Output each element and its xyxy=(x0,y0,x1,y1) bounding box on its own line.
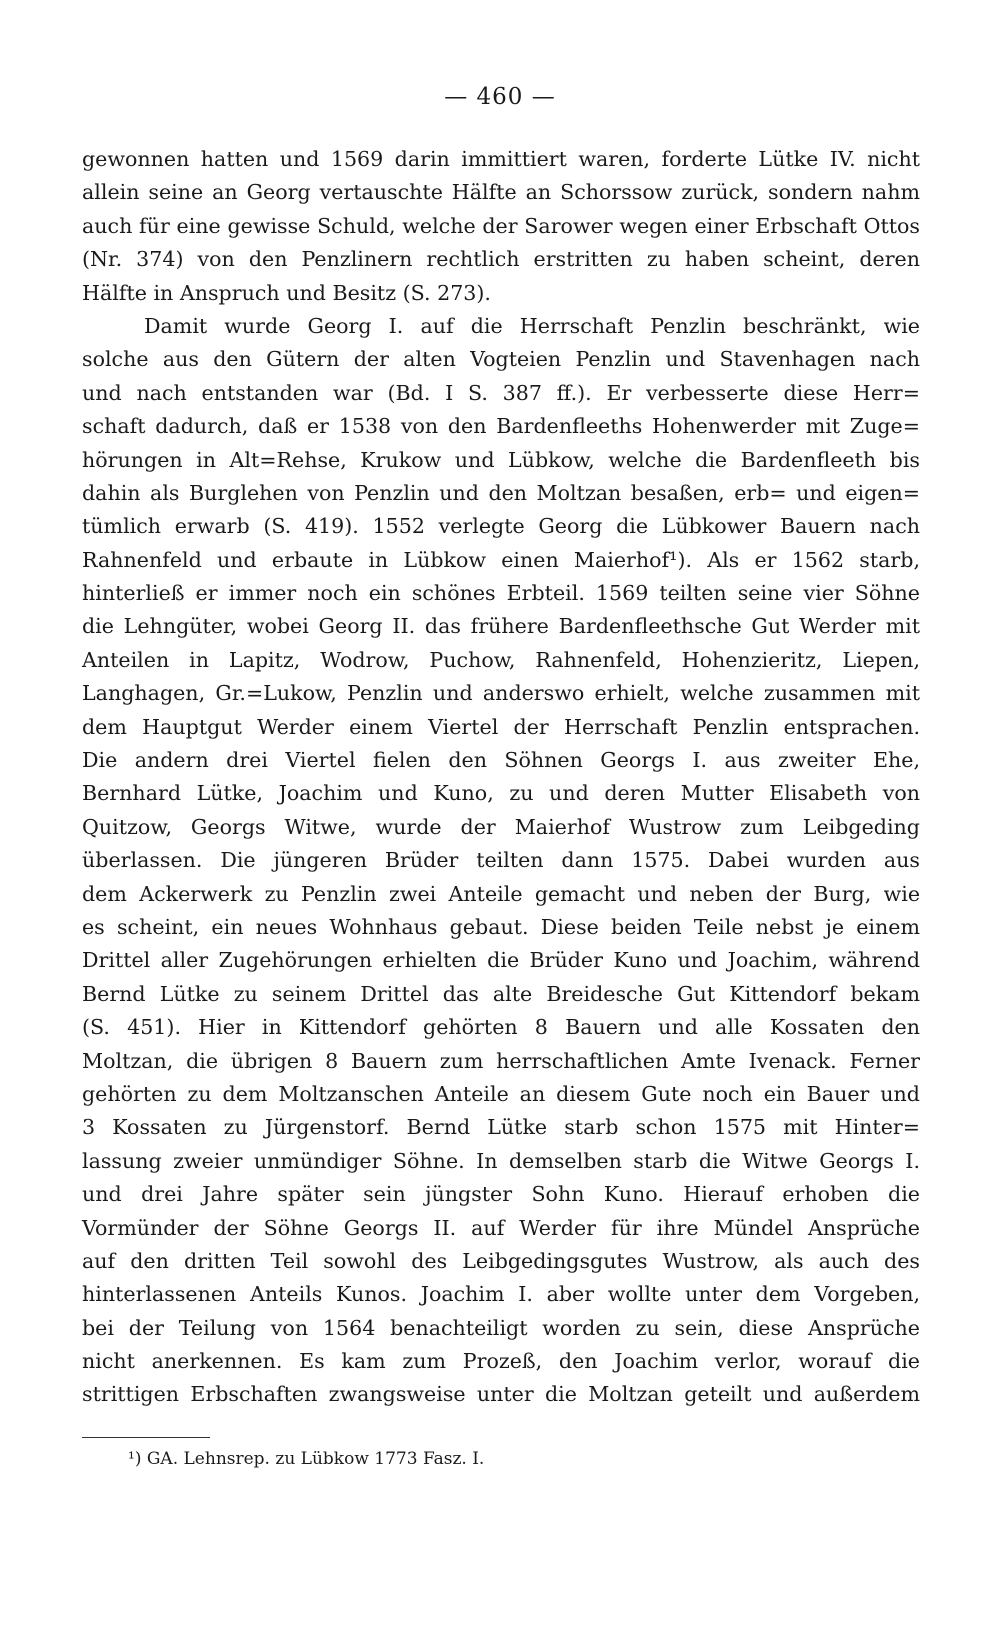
footnote: ¹) GA. Lehnsrep. zu Lübkow 1773 Fasz. I. xyxy=(128,1449,485,1469)
page-number: — 460 — xyxy=(444,84,556,110)
text-line: Hälfte in Anspruch und Besitz (S. 273). xyxy=(82,280,491,305)
text-line: dahin als Burglehen von Penzlin und den Moltzan besaßen, erb= und eigen= xyxy=(82,480,920,505)
text-line: (S. 451). Hier in Kittendorf gehörten 8 Bauern und alle Kossaten den xyxy=(82,1015,920,1040)
text-line: bei der Teilung von 1564 benachteiligt worden zu sein, diese Ansprüche xyxy=(82,1315,920,1340)
text-line: Bernhard Lütke, Joachim und Kuno, zu und deren Mutter Elisabeth von xyxy=(82,781,920,806)
text-line: allein seine an Georg vertauschte Hälfte an Schorssow zurück, sondern nahm xyxy=(82,180,920,205)
text-line: gehörten zu dem Moltzanschen Anteile an diesem Gute noch ein Bauer und xyxy=(82,1081,920,1106)
text-line: strittigen Erbschaften zwangsweise unter die Moltzan geteilt und außerdem xyxy=(82,1382,920,1407)
text-line: überlassen. Die jüngeren Brüder teilten dann 1575. Dabei wurden aus xyxy=(82,848,920,873)
text-line: auf den dritten Teil sowohl des Leibgedingsgutes Wustrow, als auch des xyxy=(82,1248,920,1273)
text-line: Anteilen in Lapitz, Wodrow, Puchow, Rahnenfeld, Hohenzieritz, Liepen, xyxy=(82,647,920,672)
text-line: Rahnenfeld und erbaute in Lübkow einen Maierhof¹). Als er 1562 starb, xyxy=(82,547,920,572)
text-line: Bernd Lütke zu seinem Drittel das alte Breidesche Gut Kittendorf bekam xyxy=(82,981,920,1006)
text-line: Drittel aller Zugehörungen erhielten die Brüder Kuno und Joachim, während xyxy=(82,948,920,973)
text-line: hinterlassenen Anteils Kunos. Joachim I. aber wollte unter dem Vorgeben, xyxy=(82,1282,920,1307)
text-line: und drei Jahre später sein jüngster Sohn Kuno. Hierauf erhoben die xyxy=(82,1182,920,1207)
text-line: lassung zweier unmündiger Söhne. In demselben starb die Witwe Georgs I. xyxy=(82,1148,920,1173)
text-line: (Nr. 374) von den Penzlinern rechtlich erstritten zu haben scheint, deren xyxy=(82,247,920,272)
text-line: tümlich erwarb (S. 419). 1552 verlegte Georg die Lübkower Bauern nach xyxy=(82,514,920,539)
text-line: solche aus den Gütern der alten Vogteien Penzlin und Stavenhagen nach xyxy=(82,347,920,372)
text-line: auch für eine gewisse Schuld, welche der Sarower wegen einer Erbschaft Ottos xyxy=(82,213,920,238)
text-line: Damit wurde Georg I. auf die Herrschaft Penzlin beschränkt, wie xyxy=(144,313,920,338)
text-line: Quitzow, Georgs Witwe, wurde der Maierhof Wustrow zum Leibgeding xyxy=(82,814,920,839)
text-line: Langhagen, Gr.=Lukow, Penzlin und anderswo erhielt, welche zusammen mit xyxy=(82,681,920,706)
text-line: hörungen in Alt=Rehse, Krukow und Lübkow, welche die Bardenfleeth bis xyxy=(82,447,920,472)
text-line: die Lehngüter, wobei Georg II. das frühere Bardenfleethsche Gut Werder mit xyxy=(82,614,920,639)
text-line: es scheint, ein neues Wohnhaus gebaut. Diese beiden Teile nebst je einem xyxy=(82,914,920,939)
text-line: Vormünder der Söhne Georgs II. auf Werder für ihre Mündel Ansprüche xyxy=(82,1215,920,1240)
text-line: und nach entstanden war (Bd. I S. 387 ff.). Er verbesserte diese Herr= xyxy=(82,380,920,405)
footnote-divider xyxy=(82,1437,210,1438)
text-line: hinterließ er immer noch ein schönes Erbteil. 1569 teilten seine vier Söhne xyxy=(82,581,920,606)
text-line: nicht anerkennen. Es kam zum Prozeß, den Joachim verlor, worauf die xyxy=(82,1349,920,1374)
body-text xyxy=(82,143,920,1412)
text-line: Die andern drei Viertel fielen den Söhnen Georgs I. aus zweiter Ehe, xyxy=(82,748,920,773)
text-line: dem Hauptgut Werder einem Viertel der Herrschaft Penzlin entsprachen. xyxy=(82,714,920,739)
text-line: 3 Kossaten zu Jürgenstorf. Bernd Lütke starb schon 1575 mit Hinter= xyxy=(82,1115,920,1140)
text-line: schaft dadurch, daß er 1538 von den Bardenfleeths Hohenwerder mit Zuge= xyxy=(82,414,920,439)
text-line: Moltzan, die übrigen 8 Bauern zum herrschaftlichen Amte Ivenack. Ferner xyxy=(82,1048,920,1073)
text-line: dem Ackerwerk zu Penzlin zwei Anteile gemacht und neben der Burg, wie xyxy=(82,881,920,906)
text-line: gewonnen hatten und 1569 darin immittiert waren, forderte Lütke IV. nicht xyxy=(82,147,920,171)
